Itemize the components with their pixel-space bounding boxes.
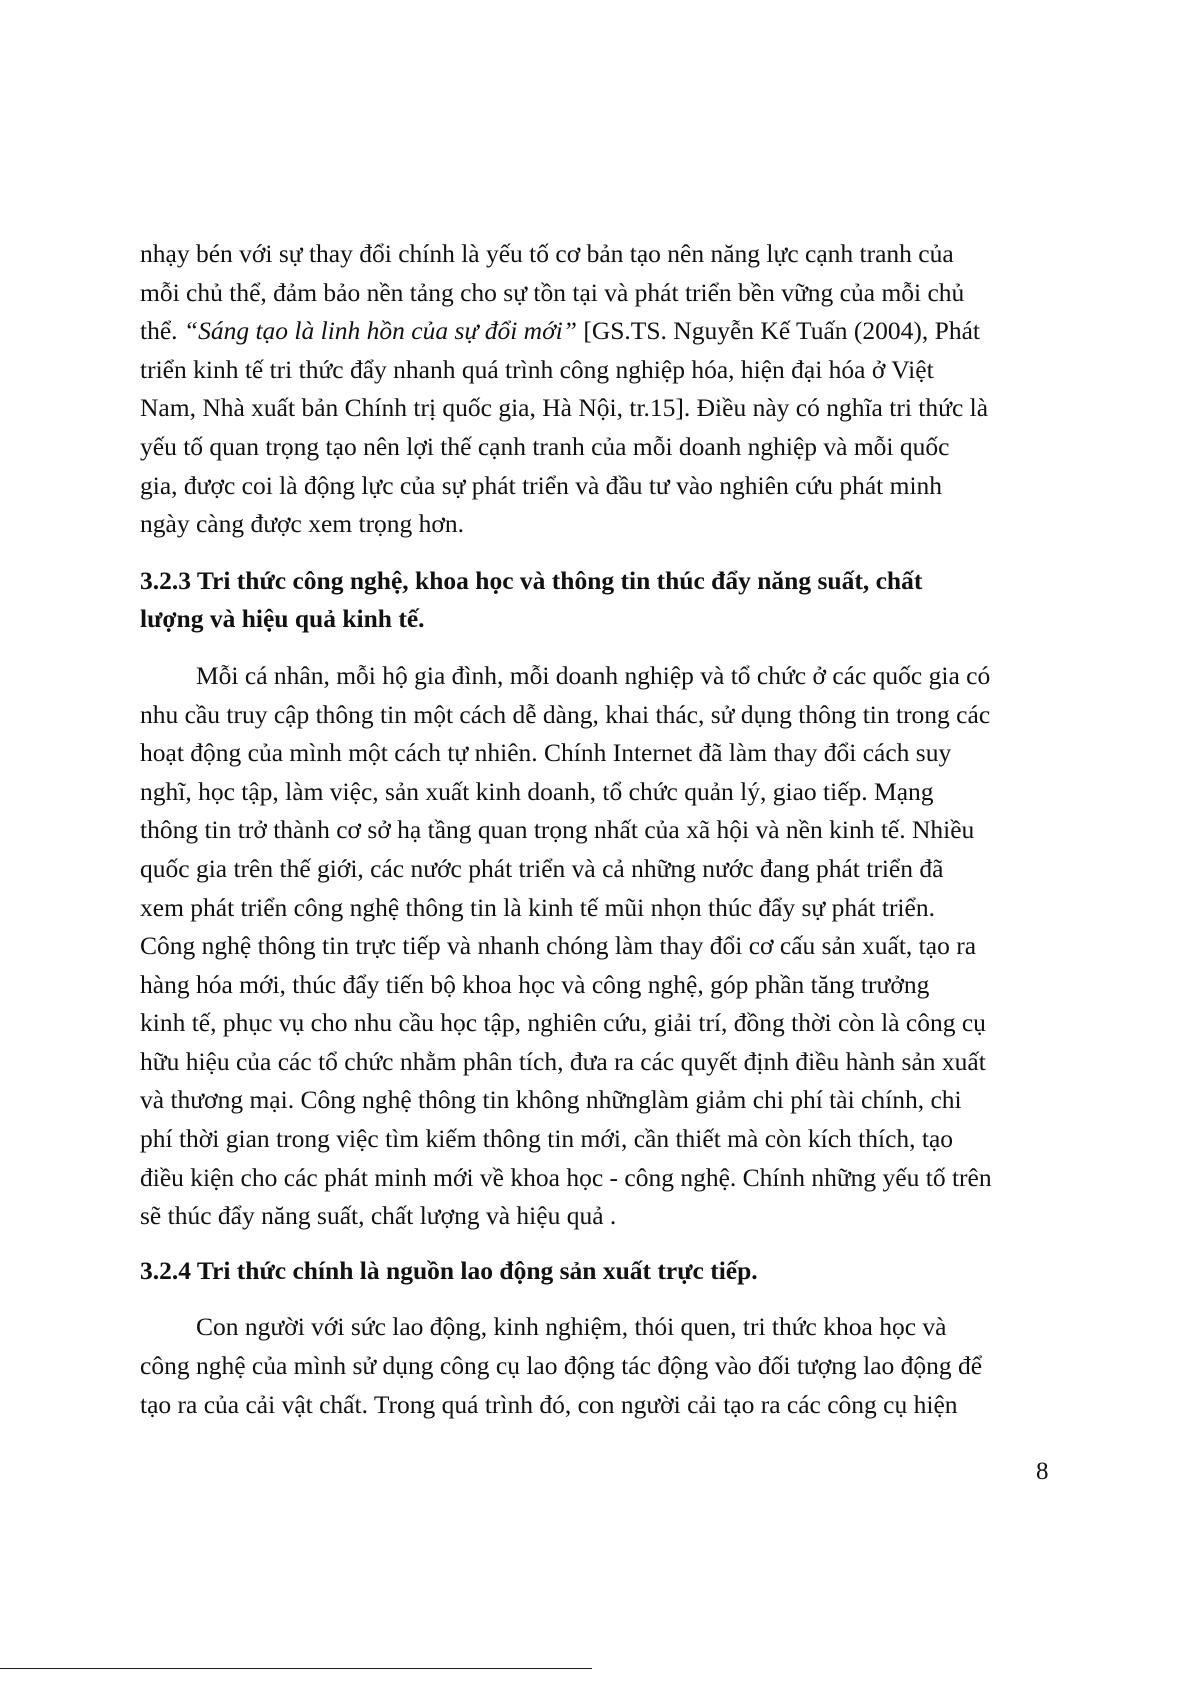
paragraph-labor [140, 1308, 1058, 1424]
text-line: nhạy bén với sự thay đổi chính là yếu tố cơ bản tạo nên năng lực cạnh tranh của [140, 239, 954, 268]
text-line: công nghệ của mình sử dụng công cụ lao động tác động vào đối tượng lao động để [140, 1351, 983, 1381]
text-line: ngày càng được xem trọng hơn. [140, 509, 465, 539]
italic-quote: “Sáng tạo là linh hồn của sự đổi mới” [183, 316, 577, 346]
footnote-separator [0, 1668, 592, 1669]
text-line: và thương mại. Công nghệ thông tin không nhữnglàm giảm chi phí tài chính, chi [140, 1085, 962, 1115]
heading-line: 3.2.4 Tri thức chính là nguồn lao động sản xuất trực tiếp. [140, 1255, 758, 1285]
text-line: sẽ thúc đẩy năng suất, chất lượng và hiệu quả . [140, 1201, 617, 1231]
citation-segment: [GS.TS. Nguyễn Kế Tuấn (2004), Phát [576, 316, 980, 346]
section-heading-3-2-3 [140, 562, 1058, 639]
page-content [140, 235, 1058, 1424]
section-heading-3-2-4 [140, 1252, 1058, 1291]
text-line: kinh tế, phục vụ cho nhu cầu học tập, nghiên cứu, giải trí, đồng thời còn là công cụ [140, 1008, 986, 1038]
text-line: hữu hiệu của các tổ chức nhằm phân tích, đưa ra các quyết định điều hành sản xuất [140, 1046, 986, 1076]
text-line: Công nghệ thông tin trực tiếp và nhanh chóng làm thay đổi cơ cấu sản xuất, tạo ra [140, 931, 977, 961]
heading-line: lượng và hiệu quả kinh tế. [140, 604, 425, 634]
paragraph-innovation [140, 235, 1058, 544]
text-line: tạo ra của cải vật chất. Trong quá trình đó, con người cải tạo ra các công cụ hiện [140, 1389, 958, 1419]
paragraph-information-technology [140, 657, 1058, 1236]
text-line: Con người với sức lao động, kinh nghiệm, thói quen, tri thức khoa học và [196, 1312, 947, 1342]
text-line: mỗi chủ thể, đảm bảo nền tảng cho sự tồn tại và phát triển bền vững của mỗi chủ [140, 277, 965, 307]
text-segment: thể. [140, 316, 184, 346]
text-line: xem phát triển công nghệ thông tin là kinh tế mũi nhọn thúc đẩy sự phát triển. [140, 892, 935, 922]
text-line: Nam, Nhà xuất bản Chính trị quốc gia, Hà Nội, tr.15]. Điều này có nghĩa tri thức là [140, 393, 989, 423]
text-line: điều kiện cho các phát minh mới về khoa học - công nghệ. Chính những yếu tố trên [140, 1162, 992, 1192]
heading-line: 3.2.3 Tri thức công nghệ, khoa học và thông tin thúc đẩy năng suất, chất [140, 565, 923, 595]
text-line: nghĩ, học tập, làm việc, sản xuất kinh doanh, tổ chức quản lý, giao tiếp. Mạng [140, 776, 934, 806]
text-line: gia, được coi là động lực của sự phát triển và đầu tư vào nghiên cứu phát minh [140, 470, 943, 500]
text-line: thông tin trở thành cơ sở hạ tầng quan trọng nhất của xã hội và nền kinh tế. Nhiều [140, 815, 975, 845]
text-line: hàng hóa mới, thúc đẩy tiến bộ khoa học và công nghệ, góp phần tăng trưởng [140, 969, 930, 999]
text-line-with-quote [140, 312, 1058, 351]
text-line: yếu tố quan trọng tạo nên lợi thế cạnh tranh của mỗi doanh nghiệp và mỗi quốc [140, 431, 950, 461]
text-line: hoạt động của mình một cách tự nhiên. Chính Internet đã làm thay đổi cách suy [140, 738, 952, 768]
text-line: nhu cầu truy cập thông tin một cách dễ dàng, khai thác, sử dụng thông tin trong các [140, 699, 991, 729]
text-line: phí thời gian trong việc tìm kiếm thông tin mới, cần thiết mà còn kích thích, tạo [140, 1124, 954, 1154]
text-line: triển kinh tế tri thức đẩy nhanh quá trình công nghiệp hóa, hiện đại hóa ở Việt [140, 354, 934, 384]
page-number: 8 [1036, 1458, 1049, 1485]
text-line: quốc gia trên thế giới, các nước phát triển và cả những nước đang phát triển đã [140, 853, 944, 883]
text-line: Mỗi cá nhân, mỗi hộ gia đình, mỗi doanh nghiệp và tổ chức ở các quốc gia có [196, 660, 991, 690]
